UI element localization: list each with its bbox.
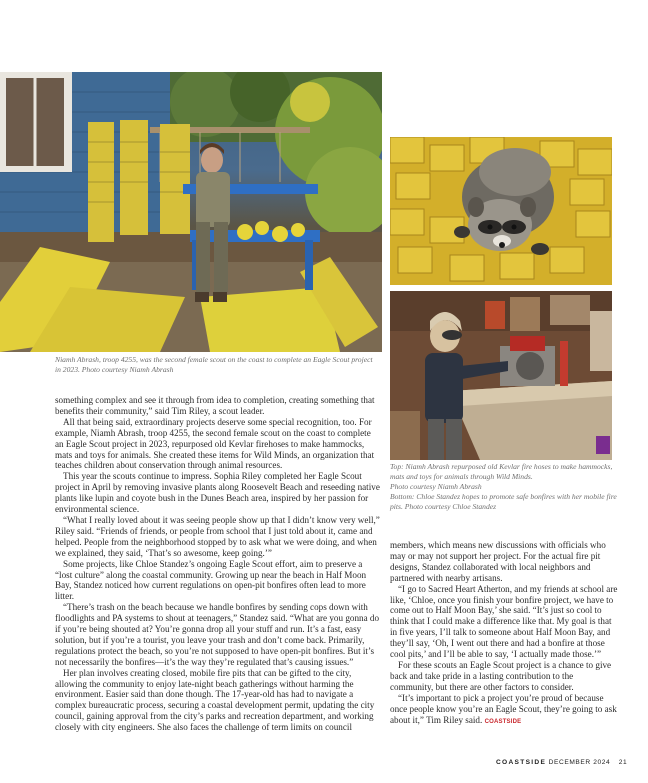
side-caption-top: Top: Niamh Abrash repurposed old Kevlar fire hoses to make hammocks, mats and toys for animals through Wild Minds. [390, 462, 613, 481]
end-mark-logo: COASTSIDE [484, 718, 522, 725]
main-caption-text: Niamh Abrash, troop 4255, was the second female scout on the coast to complete an Eagle Scout project in 2023. Photo courtesy Niamh Abrash [55, 355, 373, 374]
article-last-sentence: “It’s important to pick a project you’re proud of because once people know you’re an Eagle Scout, they’re going to ask about it,” Tim Riley said. [390, 692, 617, 725]
main-photo-caption [55, 355, 375, 375]
article-column-right [390, 540, 618, 727]
side-photos-caption [390, 462, 620, 512]
side-caption-top-credit: Photo courtesy Niamh Abrash [390, 482, 482, 491]
article-paragraph: “There’s trash on the beach because we handle bonfires by sending cops down with floodlights and PA systems to shout at teenagers,” Standez said. “What are you gonna do if you’re being shouted at? You’re gonna drop all your stuff and run. It’s a fast, easy solution, but if you’re a tourist, you leave your trash and don’t come back. Primarily, regulations protect the beach, so you’re not supposed to have open-pit bonfires. But it’s not necessarily the bonfires—it’s the way they’re regulated that’s causing issues.” [55, 602, 380, 667]
page-footer [496, 759, 636, 766]
footer-issue: DECEMBER 2024 [548, 759, 611, 766]
side-caption-bottom: Bottom: Chloe Standez hopes to promote safe bonfires with her mobile fire pits. Photo courtesy Chloe Standez [390, 492, 617, 511]
article-paragraph: This year the scouts continue to impress. Sophia Riley completed her Eagle Scout project in April by removing invasive plants along Roosevelt Beach and reseeding native plants like lupin and coyote bush in the Dunes Beach area, inspired by her passion for environmental science. [55, 471, 380, 515]
footer-page-number: 21 [618, 759, 628, 766]
article-paragraph: “I go to Sacred Heart Atherton, and my friends at school are like, ‘Chloe, once you finish your bonfire project, we have to come out to Half Moon Bay,’ she said. “It’s just so cool to think that I could make a difference like that. My goal is that in five years, I’ll talk to someone about Half Moon Bay, and they’ll say, ‘Oh, I went out there and had a bonfire at those cool pits,’ and I’ll be able to say, ‘I actually made those.’” [390, 583, 618, 660]
article-paragraph: members, which means new discussions with officials who may or may not support her project. For the actual fire pit designs, Standez collaborated with local neighbors and partnered with nearby artisans. [390, 540, 606, 583]
article-paragraph: Some projects, like Chloe Standez’s ongoing Eagle Scout effort, aim to preserve a “lost culture” along the coastal community. Growing up near the beach in Half Moon Bay, Standez noticed how current regulations on open-pit bonfires often lead to more litter. [55, 558, 367, 602]
workshop-photo [390, 291, 612, 460]
raccoon-photo [390, 137, 612, 285]
article-paragraph-last [390, 693, 618, 728]
workshop-photo-illustration [390, 291, 612, 460]
article-paragraph: For these scouts an Eagle Scout project is a chance to give back and take pride in a lasting contribution to the community, but there are other factors to consider. [390, 659, 612, 692]
article-column-left [55, 395, 381, 733]
article-paragraph: “What I really loved about it was seeing people show up that I didn’t know very well,” Riley said. “Friends of friends, or people from school that I just told about it, came and helped. People from the neighborhood stopped by to ask what we were doing, and when we explained, they said, ‘That’s so awesome, keep going.’” [55, 514, 380, 558]
article-paragraph: Her plan involves creating closed, mobile fire pits that can be gifted to the city, allowing the community to enjoy late-night beach gatherings without harming the environment. Easier said than done though. The 17-year-old has had to navigate a complex bureaucratic process, securing a coastal development permit, updating the city council, gaining approval from the city’s parks and recreation department, and working closely with city engineers. She also faces the challenge of term limits on council [55, 667, 375, 733]
main-photo [0, 72, 382, 352]
raccoon-photo-illustration [390, 137, 612, 285]
article-paragraph: something complex and see it through from idea to completion, creating something that benefits their community,” said Tim Riley, a scout leader. [55, 395, 375, 416]
article-paragraph: All that being said, extraordinary projects deserve some special recognition, too. For example, Niamh Abrash, troop 4255, the second female scout on the coast to complete an Eagle Scout project in 2023, repurposed old Kevlar firehoses to make hammocks, mats and toys for animals. She created these items for Wild Minds, an organization that teaches children about conservation through animal resources. [55, 416, 375, 471]
footer-magazine-name: COASTSIDE [496, 759, 547, 766]
main-photo-illustration [0, 72, 382, 352]
